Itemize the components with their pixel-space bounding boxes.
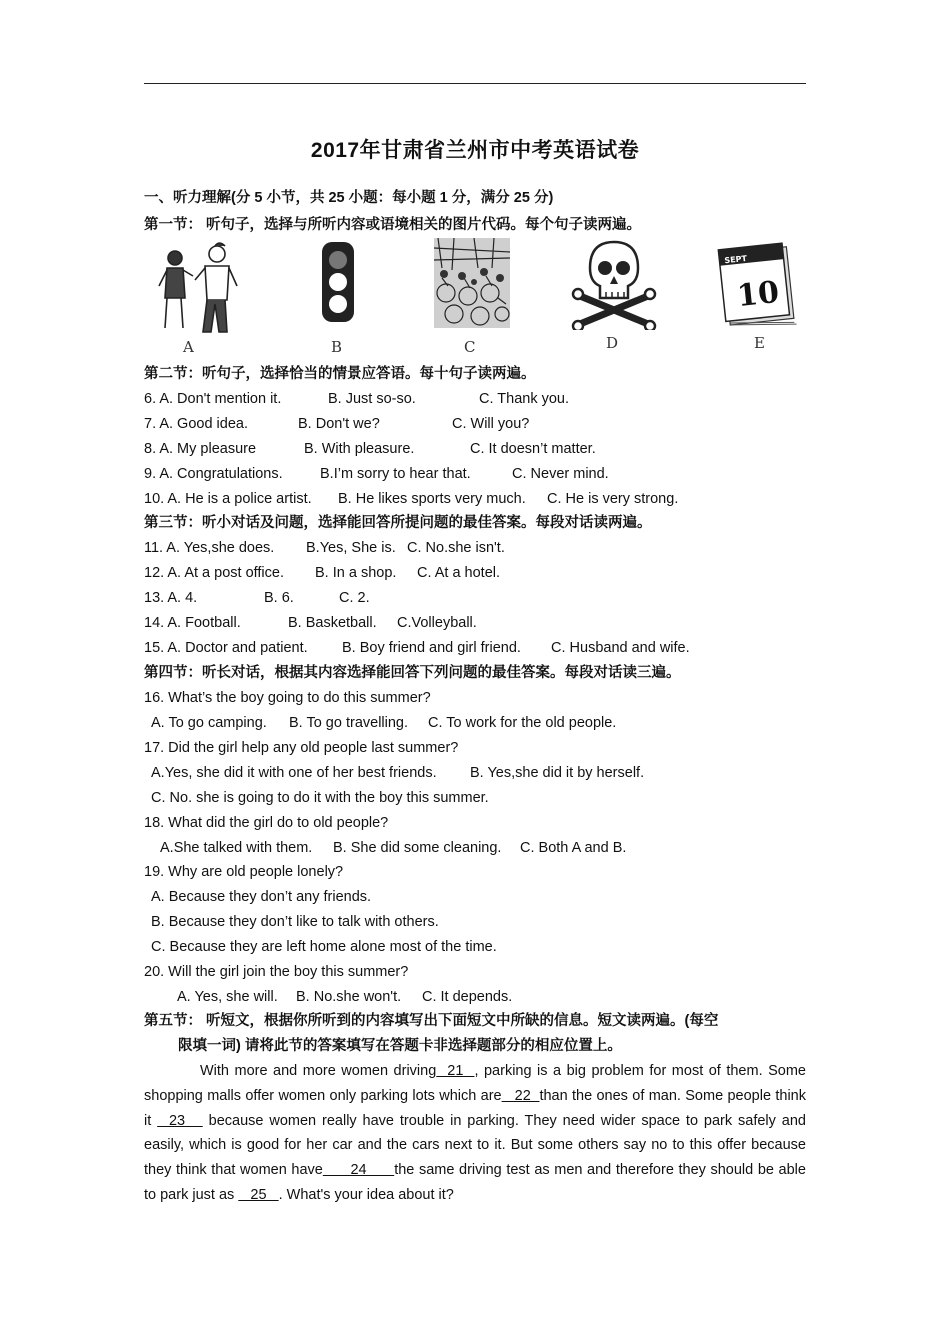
calendar-day: 10	[735, 274, 781, 315]
question-19-stem: 19. Why are old people lonely?	[144, 864, 344, 880]
question-18-stem: 18. What did the girl do to old people?	[144, 815, 389, 831]
q11-option-b: B.Yes, She is.	[306, 540, 396, 556]
section1-heading: 第一节： 听句子，选择与所听内容或语境相关的图片代码。每个句子读两遍。	[144, 217, 642, 233]
section2-heading: 第二节：听句子，选择恰当的情景应答语。每十句子读两遍。	[144, 366, 536, 382]
q19-option-a: A. Because they don’t any friends.	[151, 889, 372, 905]
q10-option-a: 10. A. He is a police artist.	[144, 491, 312, 507]
q9-option-c: C. Never mind.	[512, 466, 609, 482]
q20-option-c: C. It depends.	[422, 989, 513, 1005]
q13-option-c: C. 2.	[339, 590, 370, 606]
blank-25: 25	[238, 1186, 279, 1203]
q14-option-c: C.Volleyball.	[397, 615, 477, 631]
blank-21: 21	[436, 1063, 475, 1079]
q15-option-b: B. Boy friend and girl friend.	[342, 640, 521, 656]
q8-option-a: 8. A. My pleasure	[144, 441, 257, 457]
q18-option-c: C. Both A and B.	[520, 840, 627, 856]
q14-option-a: 14. A. Football.	[144, 615, 241, 631]
q7-option-b: B. Don't we?	[298, 416, 380, 432]
picture-d	[570, 238, 658, 356]
skull-crossbones-icon	[570, 238, 658, 330]
q8-option-c: C. It doesn’t matter.	[470, 441, 596, 457]
calendar-icon	[716, 238, 798, 328]
picture-a	[155, 238, 245, 356]
q9-option-a: 9. A. Congratulations.	[144, 466, 283, 482]
q20-option-a: A. Yes, she will.	[177, 989, 278, 1005]
page-title: 2017年甘肃省兰州市中考英语试卷	[310, 139, 640, 162]
picture-c	[434, 238, 512, 356]
q18-option-a: A.She talked with them.	[160, 840, 313, 856]
q10-option-c: C. He is very strong.	[547, 491, 679, 507]
header-rule	[144, 83, 806, 84]
part1-heading: 一、听力理解(分 5 小节，共 25 小题：每小题 1 分，满分 25 分)	[144, 190, 554, 206]
passage-text-5: the same driving test as men and therefore they should be able to park just as	[144, 1162, 806, 1203]
passage-text-2: , parking is a big problem for most of them. Some shopping malls offer women only parking lots which are	[144, 1063, 806, 1104]
teacher-student-icon	[155, 238, 245, 338]
question-16-stem: 16. What’s the boy going to do this summer?	[144, 690, 431, 706]
q19-option-c: C. Because they are left home alone most of the time.	[151, 939, 497, 955]
q8-option-b: B. With pleasure.	[304, 441, 415, 457]
passage-text-6: . What's your idea about it?	[278, 1186, 454, 1203]
q12-option-b: B. In a shop.	[315, 565, 397, 581]
q12-option-c: C. At a hotel.	[417, 565, 501, 581]
section5-heading-line1: 第五节： 听短文，根据你所听到的内容填写出下面短文中所缺的信息。短文读两遍。(每空	[144, 1013, 719, 1029]
q13-option-b: B. 6.	[264, 590, 294, 606]
q6-option-a: 6. A. Don't mention it.	[144, 391, 282, 407]
q7-option-a: 7. A. Good idea.	[144, 416, 248, 432]
blank-24: 24	[322, 1162, 395, 1179]
q17-option-a: A.Yes, she did it with one of her best friends.	[151, 765, 437, 781]
q16-option-c: C. To work for the old people.	[428, 715, 617, 731]
q16-option-a: A. To go camping.	[151, 715, 267, 731]
picture-e	[716, 238, 798, 356]
q15-option-c: C. Husband and wife.	[551, 640, 690, 656]
blank-23: 23	[157, 1112, 203, 1129]
q14-option-b: B. Basketball.	[288, 615, 377, 631]
q7-option-c: C. Will you?	[452, 416, 530, 432]
passage-text-4: because women really have trouble in parking. They need wider space to park safely and easily, which is good for her car and the cars next to it. But some others say no to this offer because they think that women have	[144, 1112, 806, 1179]
picture-e-label: E	[754, 334, 765, 352]
q17-option-c: C. No. she is going to do it with the boy this summer.	[151, 790, 489, 806]
q12-option-a: 12. A. At a post office.	[144, 565, 284, 581]
picture-d-label: D	[606, 334, 619, 352]
crowd-bicycles-icon	[434, 238, 510, 328]
picture-a-label: A	[183, 338, 194, 356]
picture-b	[318, 238, 358, 356]
q15-option-a: 15. A. Doctor and patient.	[144, 640, 308, 656]
q11-option-c: C. No.she isn't.	[407, 540, 505, 556]
q19-option-b: B. Because they don’t like to talk with others.	[151, 914, 439, 930]
section3-heading: 第三节：听小对话及问题，选择能回答所提问题的最佳答案。每段对话读两遍。	[144, 515, 652, 531]
q17-option-b: B. Yes,she did it by herself.	[470, 765, 645, 781]
cloze-passage	[144, 1059, 806, 1208]
q13-option-a: 13. A. 4.	[144, 590, 198, 606]
q11-option-a: 11. A. Yes,she does.	[144, 540, 275, 556]
section5-heading-line2: 限填一词) 请将此节的答案填写在答题卡非选择题部分的相应位置上。	[178, 1038, 622, 1054]
q20-option-b: B. No.she won't.	[296, 989, 402, 1005]
section4-heading: 第四节：听长对话，根据其内容选择能回答下列问题的最佳答案。每段对话读三遍。	[144, 665, 681, 681]
q10-option-b: B. He likes sports very much.	[338, 491, 526, 507]
traffic-light-icon	[318, 238, 358, 328]
q18-option-b: B. She did some cleaning.	[333, 840, 502, 856]
calendar-month: SEPT	[724, 253, 748, 266]
q6-option-b: B. Just so-so.	[328, 391, 416, 407]
passage-text-3: than the ones of man. Some people think it	[144, 1087, 806, 1129]
q16-option-b: B. To go travelling.	[289, 715, 409, 731]
q9-option-b: B.I’m sorry to hear that.	[320, 466, 471, 482]
q6-option-c: C. Thank you.	[479, 391, 570, 407]
picture-c-label: C	[464, 338, 476, 356]
passage-text-1: With more and more women driving	[200, 1063, 437, 1079]
blank-22: 22	[501, 1087, 540, 1104]
question-17-stem: 17. Did the girl help any old people last summer?	[144, 740, 459, 756]
question-20-stem: 20. Will the girl join the boy this summer?	[144, 964, 409, 980]
picture-b-label: B	[331, 338, 343, 356]
